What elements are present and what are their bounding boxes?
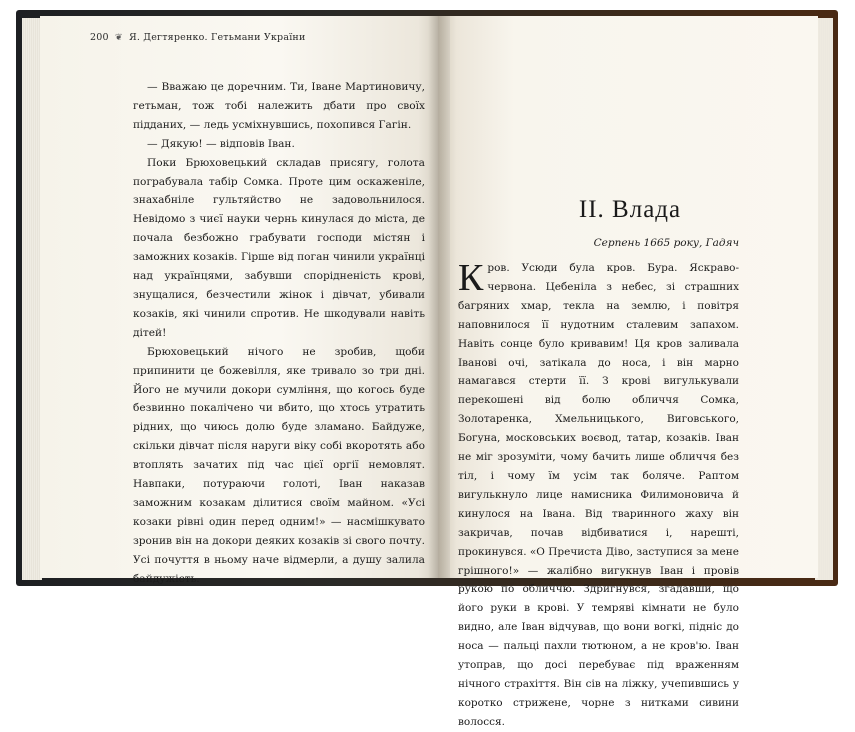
running-head-title: Я. Дегтяренко. Гетьмани України bbox=[128, 32, 306, 43]
paragraph bbox=[458, 259, 739, 732]
page-number: 200 bbox=[90, 32, 109, 43]
chapter-title: ІІ. Влада bbox=[578, 196, 682, 223]
paragraph: Брюховецький нічого не зробив, щоби припинити це божевілля, яке тривало зо три дні. Його не мучили докори сумління, що когось буде безвинно покалічено чи вбито, що хтось утратить рідних, що чиюсь долю буде зламано. Байдуже, скільки дівчат після наруги віку собі вкоротять або втоплять зачатих під час цієї оргії немовлят. Навпаки, потураючи голоті, Іван наказав заможним козакам ділитися своїм майном. «Усі козаки рівні один перед одним!» — насмішкувато зронив він на докори деяких козаків зі свого почту. Усі почуття в ньому наче відмерли, а душу залила байдужість. bbox=[133, 345, 425, 585]
chapter-date: Серпень 1665 року, Гадяч bbox=[593, 237, 739, 249]
book-gutter bbox=[428, 16, 450, 578]
ornament-icon: ❦ bbox=[114, 33, 123, 43]
right-page-text bbox=[458, 259, 739, 732]
paragraph: — Вважаю це доречним. Ти, Іване Мартиновичу, гетьман, тож тобі належить дбати про своїх підданих, — ледь усміхнувшись, похопився Гагін. bbox=[133, 81, 425, 131]
paragraph-body: ров. Усюди була кров. Бура. Яскраво-червона. Цебеніла з небес, зі страшних багряних хмар, текла на землю, і повітря наповнилося її нудотним сталевим запахом. Навіть сонце було кривавим! Ця кров заливала Іванові очі, затікала до носа, і він марно намагався стерти її. З крові вигулькували перекошені від болю обличчя Сомка, Золотаренка, Хмельницького, Виговського, Богуна, московських воєвод, татар, козаків. Іван не міг зрозуміти, чому бачить лише обличчя без тіл, і чому їм усім так боляче. Раптом вигулькнуло лице намисника Филимоновича й кинулося на Івана. Від тваринного жаху він закричав, почав відбиватися і, нарешті, прокинувся. «О Пречиста Діво, заступися за мене грішного!» — жалібно вигукнув Іван і провів рукою по обличчю. Здригнувся, згадавши, що його руки в крові. У темряві кімнати не було видно, але Іван відчував, що вони вогкі, підніс до носа — пальці пахли тютюном, а не кров'ю. Іван утоправ, що досі перебуває під враженням нічного страхіття. Він сів на ліжку, учепившись у коротко стрижене, чорне з нитками сивини волосся. bbox=[458, 262, 739, 728]
running-head bbox=[90, 32, 306, 43]
paragraph: Поки Брюховецький складав присягу, голота пограбувала табір Сомка. Проте цим оскаженіле, знахабніле гультяйство не задовольнилося. Невідомо з чиєї науки чернь кинулася до міста, де почала безбожно грабувати господи містян і заможних козаків. Гірше від поган чинили українці над українцями, забувши спорідненість крові, знущалися, безчестили жінок і дівчат, убивали козаків, які чинили спротив. Не шкодували навіть дітей! bbox=[133, 156, 425, 339]
left-page-text bbox=[133, 78, 425, 588]
paragraph: — Дякую! — відповів Іван. bbox=[147, 137, 295, 150]
drop-cap: К bbox=[458, 257, 484, 299]
page-block-left-edge bbox=[22, 18, 42, 580]
